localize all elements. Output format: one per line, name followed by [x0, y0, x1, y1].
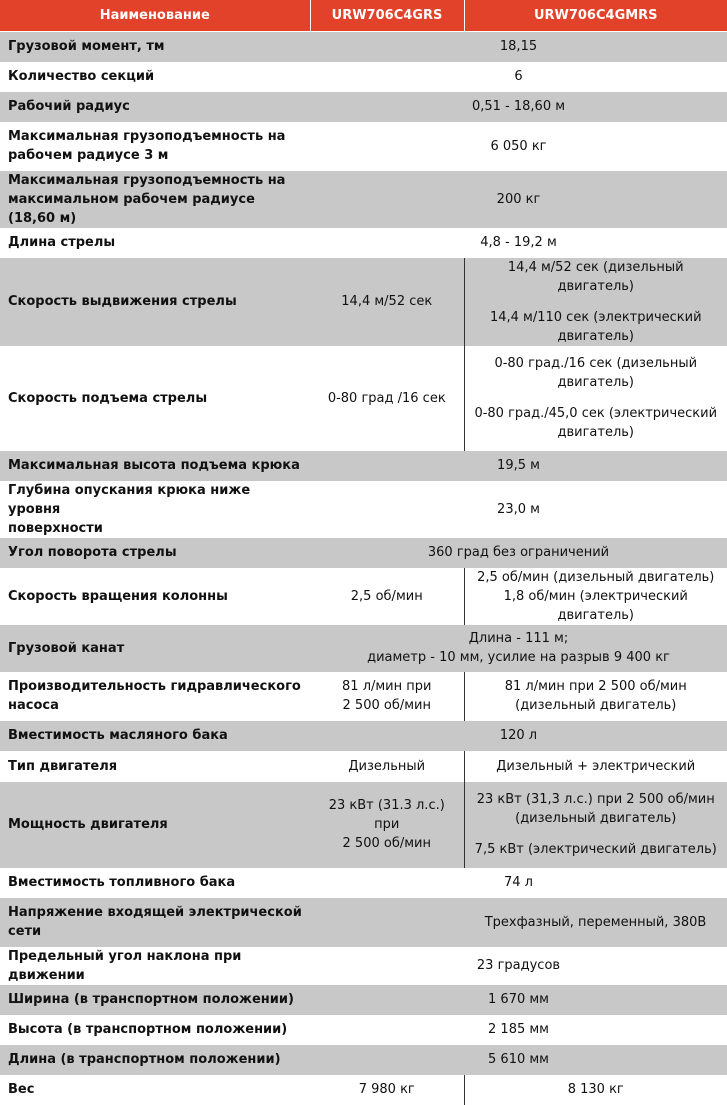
row-value: 18,15: [310, 32, 727, 62]
table-row: [0, 625, 727, 672]
row-label: [0, 171, 310, 228]
row-value-grs: [310, 898, 464, 947]
row-value-gmrs: [464, 346, 727, 451]
row-value-grs: Дизельный: [310, 751, 464, 782]
row-value: 6 050 кг: [310, 122, 727, 171]
row-label: Скорость подъема стрелы: [0, 346, 310, 451]
table-row: [0, 751, 727, 782]
row-value: 360 град без ограничений: [310, 538, 727, 568]
row-value-gmrs: Трехфазный, переменный, 380В: [464, 898, 727, 947]
row-value-gmrs: [464, 672, 727, 721]
value-line: 7,5 кВт (электрический двигатель): [474, 842, 717, 857]
value-line: 2,5 об/мин (дизельный двигатель): [477, 569, 715, 585]
row-label: Угол поворота стрелы: [0, 538, 310, 568]
value-line: двигатель): [557, 328, 634, 344]
row-value-gmrs: Дизельный + электрический: [464, 751, 727, 782]
table-row: [0, 947, 727, 985]
value-line: 23 кВт (31,3 л.с.) при 2 500 об/мин: [476, 792, 715, 807]
row-label: Длина стрелы: [0, 228, 310, 258]
row-value: 74 л: [310, 868, 727, 898]
line-gap: [471, 296, 722, 308]
row-value: 4,8 - 19,2 м: [310, 228, 727, 258]
row-label: [0, 122, 310, 171]
value-line: 23 кВт (31.3 л.с.) при: [328, 798, 445, 832]
table-row: [0, 258, 727, 346]
row-value: 23,0 м: [310, 481, 727, 538]
row-label-line: рабочем радиусе 3 м: [8, 148, 169, 163]
row-label: [0, 672, 310, 721]
row-label: Максимальная высота подъема крюка: [0, 451, 310, 481]
row-value: 120 л: [310, 721, 727, 751]
table-row: [0, 538, 727, 568]
row-label-line: Производительность гидравлического: [8, 679, 301, 694]
row-label-line: Максимальная грузоподъемность на: [8, 172, 286, 188]
value-line: 2 500 об/мин: [342, 836, 431, 851]
row-label-line: сети: [8, 924, 42, 939]
row-value-grs: 7 980 кг: [310, 1075, 464, 1105]
row-value: 200 кг: [310, 171, 727, 228]
table-row: [0, 346, 727, 451]
value-line: 81 л/мин при 2 500 об/мин: [504, 679, 687, 694]
row-label: Вместимость масляного бака: [0, 721, 310, 751]
header-name: Наименование: [0, 0, 310, 32]
row-value-grs: 14,4 м/52 сек: [310, 258, 464, 346]
row-label: Скорость выдвижения стрелы: [0, 258, 310, 346]
line-gap: [471, 828, 722, 840]
row-label: Вес: [0, 1075, 310, 1105]
value-line: 81 л/мин при: [342, 679, 432, 694]
row-label: Рабочий радиус: [0, 92, 310, 122]
line-gap: [471, 392, 722, 404]
table-row: [0, 868, 727, 898]
row-value-gmrs: 8 130 кг: [464, 1075, 727, 1105]
row-value: 2 185 мм: [310, 1015, 727, 1045]
row-value-gmrs: [464, 258, 727, 346]
table-row: [0, 721, 727, 751]
row-label-line: Максимальная грузоподъемность на: [8, 129, 286, 144]
table-row: [0, 92, 727, 122]
value-line: двигатель): [557, 375, 634, 390]
value-line: Длина - 111 м;: [468, 631, 569, 646]
value-line: 2 500 об/мин: [342, 698, 431, 713]
row-label: Скорость вращения колонны: [0, 568, 310, 625]
table-row: [0, 228, 727, 258]
table-row: [0, 451, 727, 481]
row-value-gmrs: [464, 782, 727, 868]
row-value: 23 градусов: [310, 947, 727, 985]
row-value-grs: [310, 782, 464, 868]
table-row: [0, 898, 727, 947]
row-value: 5 610 мм: [310, 1045, 727, 1075]
value-line: 14,4 м/52 сек (дизельный двигатель): [507, 259, 684, 294]
row-value-grs: [310, 672, 464, 721]
table-header-row: [0, 0, 727, 32]
value-line: (дизельный двигатель): [515, 698, 677, 713]
row-value-grs: 0-80 град /16 сек: [310, 346, 464, 451]
row-label: Количество секций: [0, 62, 310, 92]
row-label: [0, 898, 310, 947]
row-label: Вместимость топливного бака: [0, 868, 310, 898]
row-label: Тип двигателя: [0, 751, 310, 782]
table-row: [0, 481, 727, 538]
value-line: 0-80 град./16 сек (дизельный: [494, 356, 698, 371]
value-line: 0-80 град./45,0 сек (электрический: [474, 406, 718, 421]
row-value: [310, 625, 727, 672]
row-value: 19,5 м: [310, 451, 727, 481]
table-row: [0, 1045, 727, 1075]
table-row: [0, 985, 727, 1015]
row-label: Мощность двигателя: [0, 782, 310, 868]
row-value: 0,51 - 18,60 м: [310, 92, 727, 122]
row-label: Высота (в транспортном положении): [0, 1015, 310, 1045]
row-label: Грузовой канат: [0, 625, 310, 672]
header-model-grs: URW706C4GRS: [310, 0, 464, 32]
row-value: 1 670 мм: [310, 985, 727, 1015]
row-value-gmrs: [464, 568, 727, 625]
row-label-line: максимальном рабочем радиусе (18,60 м): [8, 191, 255, 226]
row-value: 6: [310, 62, 727, 92]
table-row: [0, 672, 727, 721]
table-row: [0, 1075, 727, 1105]
value-line: (дизельный двигатель): [515, 811, 677, 826]
table-row: [0, 122, 727, 171]
row-label-line: насоса: [8, 698, 59, 713]
row-label: [0, 481, 310, 538]
header-model-gmrs: URW706C4GMRS: [464, 0, 727, 32]
value-line: 1,8 об/мин (электрический двигатель): [503, 588, 688, 623]
row-label: Длина (в транспортном положении): [0, 1045, 310, 1075]
value-line: 14,4 м/110 сек (электрический: [489, 309, 702, 325]
value-line: двигатель): [557, 425, 634, 440]
table-row: [0, 782, 727, 868]
row-label: Ширина (в транспортном положении): [0, 985, 310, 1015]
table-row: [0, 62, 727, 92]
table-row: [0, 1015, 727, 1045]
row-label-line: поверхности: [8, 520, 103, 536]
table-row: [0, 568, 727, 625]
table-row: [0, 171, 727, 228]
row-value-grs: 2,5 об/мин: [310, 568, 464, 625]
table-row: [0, 32, 727, 62]
row-label: Грузовой момент, тм: [0, 32, 310, 62]
row-label: Предельный угол наклона при движении: [0, 947, 310, 985]
row-label-line: Напряжение входящей электрической: [8, 905, 302, 920]
row-label-line: Глубина опускания крюка ниже уровня: [8, 482, 251, 517]
value-line: диаметр - 10 мм, усилие на разрыв 9 400 кг: [367, 650, 670, 665]
